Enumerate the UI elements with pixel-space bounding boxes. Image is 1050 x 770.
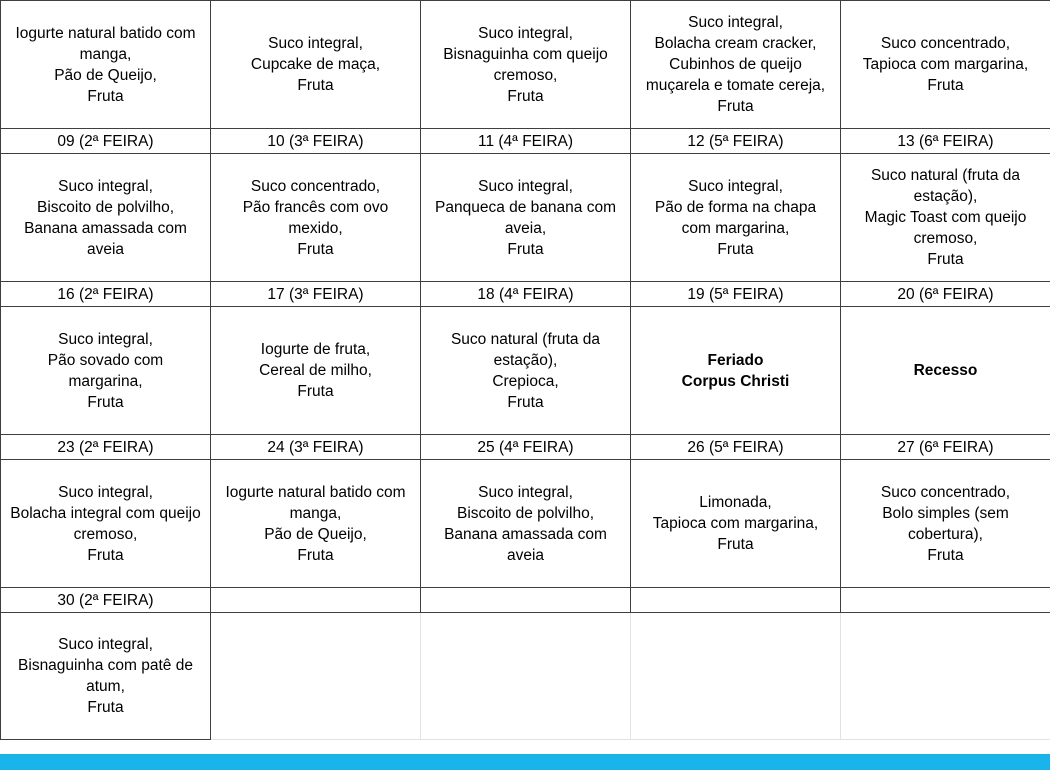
meal-item-line: cremoso, — [913, 230, 978, 247]
meal-item-line: Fruta — [297, 546, 334, 564]
meal-item-line: Suco natural (fruta da — [870, 167, 1021, 184]
meal-item-line: Tapioca com margarina, — [652, 515, 819, 532]
meal-item-line: Pão de forma na chapa — [654, 198, 817, 216]
meal-item-line: Limonada, — [699, 494, 772, 511]
meal-item-line: Panqueca de banana com — [435, 198, 616, 216]
meal-item-line: Iogurte de fruta, — [260, 341, 371, 358]
meal-item-line: aveia — [506, 546, 545, 564]
meal-item-line: Fruta — [717, 98, 754, 115]
date-cell: 10 (3ª FEIRA) — [211, 129, 421, 154]
meal-cell — [211, 1, 421, 129]
meal-cell — [1, 154, 211, 282]
meal-item-line: Fruta — [927, 77, 964, 94]
meal-cell — [631, 154, 841, 282]
meal-item-line: margarina, — [68, 372, 143, 390]
meal-item-line: Iogurte natural batido com — [225, 483, 406, 501]
date-row — [1, 282, 1050, 307]
footer-accent-bar — [0, 754, 1050, 770]
meal-item-line: mexido, — [288, 219, 343, 237]
date-cell: 25 (4ª FEIRA) — [421, 435, 631, 460]
meal-item-line: Suco natural (fruta da — [450, 330, 601, 348]
date-cell: 11 (4ª FEIRA) — [421, 129, 631, 154]
meal-cell — [421, 154, 631, 282]
meal-item-line: Suco integral, — [58, 483, 153, 501]
meal-item-line: estação), — [493, 351, 558, 369]
meal-item-line: Biscoito de polvilho, — [457, 504, 594, 522]
meal-item-line: Fruta — [507, 393, 544, 411]
meal-cell — [211, 154, 421, 282]
meal-item-line: Bisnaguinha com queijo — [443, 45, 608, 63]
meal-cell — [841, 154, 1050, 282]
meal-item-line: Bolacha cream cracker, — [654, 35, 817, 52]
date-row — [1, 435, 1050, 460]
meal-item-line: Suco integral, — [58, 636, 153, 653]
date-cell: 18 (4ª FEIRA) — [421, 282, 631, 307]
date-cell: 16 (2ª FEIRA) — [1, 282, 211, 307]
meal-item-line: Magic Toast com queijo — [864, 209, 1027, 226]
meal-row — [1, 613, 1050, 740]
date-cell — [631, 588, 841, 613]
meal-item-line: atum, — [86, 678, 125, 695]
meal-item-line: estação), — [913, 188, 978, 205]
meal-item-line: Biscoito de polvilho, — [37, 198, 174, 216]
meal-item-line: aveia, — [504, 219, 547, 237]
date-cell: 26 (5ª FEIRA) — [631, 435, 841, 460]
meal-item-line: Fruta — [927, 251, 964, 268]
meal-item-line: Fruta — [717, 536, 754, 553]
meal-item-line: muçarela e tomate cereja, — [645, 77, 826, 94]
date-cell: 27 (6ª FEIRA) — [841, 435, 1050, 460]
meal-cell — [421, 460, 631, 588]
meal-item-line: Suco concentrado, — [880, 483, 1011, 501]
date-cell: 19 (5ª FEIRA) — [631, 282, 841, 307]
meal-item-line: Tapioca com margarina, — [862, 56, 1029, 73]
meal-item-line: Cupcake de maça, — [250, 56, 381, 73]
meal-item-line: Fruta — [297, 383, 334, 400]
meal-cell — [631, 460, 841, 588]
meal-item-line: Fruta — [87, 699, 124, 716]
meal-item-line: Suco integral, — [688, 14, 783, 31]
meal-cell — [841, 1, 1050, 129]
meal-cell — [1, 460, 211, 588]
date-row — [1, 588, 1050, 613]
meal-item-line: Fruta — [297, 240, 334, 258]
date-cell: 24 (3ª FEIRA) — [211, 435, 421, 460]
meal-item-line: Cubinhos de queijo — [669, 56, 802, 73]
meal-cell — [1, 613, 211, 740]
meal-item-line: Pão de Queijo, — [264, 525, 367, 543]
meal-cell — [841, 460, 1050, 588]
meal-cell — [631, 1, 841, 129]
empty-cell — [421, 613, 631, 740]
meal-item-line: aveia — [86, 240, 125, 258]
empty-cell — [211, 613, 421, 740]
meal-cell — [211, 460, 421, 588]
meal-item-line: Bisnaguinha com patê de — [18, 657, 193, 674]
date-cell: 23 (2ª FEIRA) — [1, 435, 211, 460]
meal-cell — [421, 1, 631, 129]
meal-item-line: Pão de Queijo, — [54, 66, 157, 84]
meal-cell — [1, 307, 211, 435]
meal-item-line: Suco integral, — [478, 177, 573, 195]
empty-cell — [631, 613, 841, 740]
meal-item-line: Banana amassada com — [444, 525, 607, 543]
meal-item-line: Recesso — [913, 362, 978, 379]
meal-cell — [631, 307, 841, 435]
meal-item-line: manga, — [289, 504, 342, 522]
date-cell: 20 (6ª FEIRA) — [841, 282, 1050, 307]
meal-item-line: Fruta — [507, 87, 544, 105]
meal-item-line: cremoso, — [493, 66, 558, 84]
empty-cell — [841, 613, 1050, 740]
meal-item-line: Iogurte natural batido com — [15, 24, 196, 42]
date-cell — [421, 588, 631, 613]
meal-item-line: Fruta — [87, 87, 124, 105]
date-cell — [211, 588, 421, 613]
date-cell: 13 (6ª FEIRA) — [841, 129, 1050, 154]
meal-item-line: Bolacha integral com queijo — [10, 504, 201, 522]
meal-item-line: Suco integral, — [478, 24, 573, 42]
meal-row — [1, 154, 1050, 282]
meal-item-line: Fruta — [87, 546, 124, 564]
meal-item-line: Cereal de milho, — [259, 362, 372, 379]
meal-item-line: Pão francês com ovo — [242, 198, 389, 216]
meal-item-line: Suco integral, — [478, 483, 573, 501]
meal-row — [1, 307, 1050, 435]
meal-item-line: Feriado — [707, 351, 764, 369]
date-cell: 30 (2ª FEIRA) — [1, 588, 211, 613]
meal-cell — [1, 1, 211, 129]
meal-item-line: Fruta — [927, 546, 964, 564]
meal-item-line: Corpus Christi — [681, 372, 790, 390]
meal-item-line: Pão sovado com — [47, 351, 164, 369]
meal-item-line: Crepioca, — [492, 372, 559, 390]
meal-item-line: Fruta — [297, 77, 334, 94]
date-cell — [841, 588, 1050, 613]
meal-item-line: cremoso, — [73, 525, 138, 543]
meal-item-line: com margarina, — [681, 219, 790, 237]
meal-item-line: Bolo simples (sem — [882, 504, 1009, 522]
meal-item-line: Suco concentrado, — [880, 35, 1011, 52]
meal-item-line: Fruta — [87, 393, 124, 411]
meal-item-line: Suco integral, — [58, 330, 153, 348]
meal-item-line: Suco integral, — [688, 177, 783, 195]
meal-cell — [841, 307, 1050, 435]
meal-item-line: Fruta — [717, 240, 754, 258]
meal-item-line: Suco integral, — [268, 35, 363, 52]
date-cell: 12 (5ª FEIRA) — [631, 129, 841, 154]
meal-item-line: Fruta — [507, 240, 544, 258]
meal-row — [1, 460, 1050, 588]
meal-item-line: cobertura), — [908, 525, 983, 543]
date-cell: 09 (2ª FEIRA) — [1, 129, 211, 154]
menu-table-body — [1, 1, 1050, 740]
meal-item-line: Suco concentrado, — [250, 177, 381, 195]
meal-item-line: Banana amassada com — [24, 219, 187, 237]
meal-cell — [421, 307, 631, 435]
meal-item-line: Suco integral, — [58, 177, 153, 195]
date-cell: 17 (3ª FEIRA) — [211, 282, 421, 307]
meal-item-line: manga, — [79, 45, 132, 63]
date-row — [1, 129, 1050, 154]
meal-row — [1, 1, 1050, 129]
meal-cell — [211, 307, 421, 435]
